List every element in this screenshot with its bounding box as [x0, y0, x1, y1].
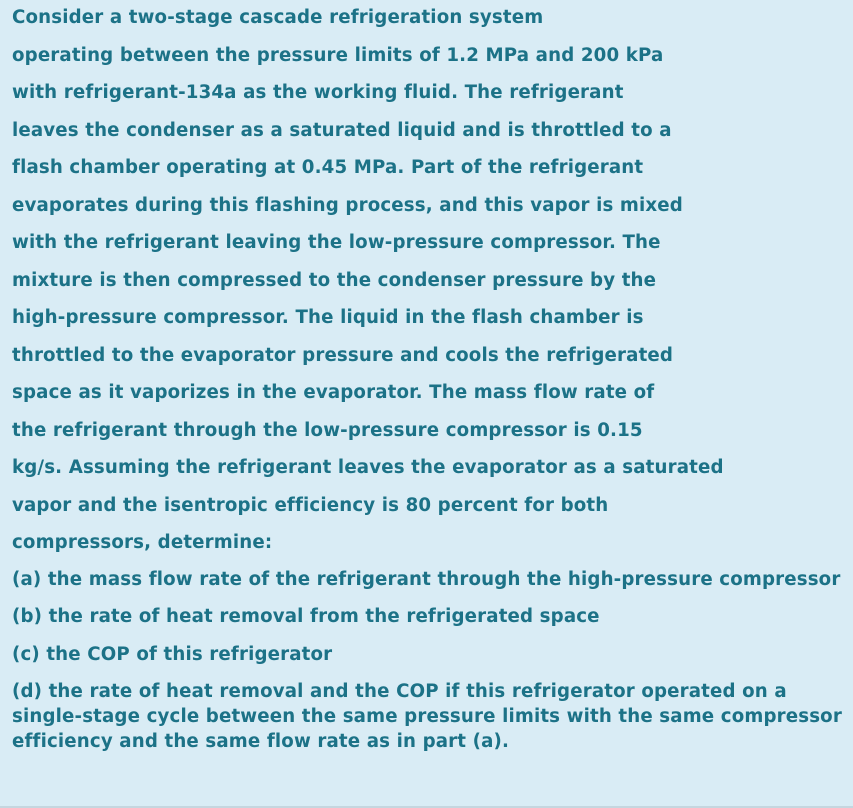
- statement-line: space as it vaporizes in the evaporator. The mass flow rate of: [12, 382, 655, 403]
- statement-line: the refrigerant through the low-pressure compressor is 0.15: [12, 419, 643, 441]
- question-part-d: (d) the rate of heat removal and the COP if this refrigerator operated on a single-stage cycle between the same pressure limits with the same compressor efficiency and the same flow rate as in part (a).: [12, 681, 842, 752]
- statement-line: leaves the condenser as a saturated liquid and is throttled to a: [12, 119, 672, 141]
- problem-text: [12, 4, 848, 754]
- statement-line: high-pressure compressor. The liquid in the flash chamber is: [12, 307, 644, 328]
- statement-line: vapor and the isentropic efficiency is 80 percent for both: [12, 494, 609, 516]
- statement-line: kg/s. Assuming the refrigerant leaves the evaporator as a saturated: [12, 457, 724, 478]
- statement-line: compressors, determine:: [12, 532, 273, 553]
- statement-line: operating between the pressure limits of 1.2 MPa and 200 kPa: [12, 44, 664, 66]
- statement-line: flash chamber operating at 0.45 MPa. Part of the refrigerant: [12, 157, 644, 178]
- question-part-a: (a) the mass flow rate of the refrigerant through the high-pressure compressor: [12, 568, 841, 590]
- statement-line: with refrigerant-134a as the working fluid. The refrigerant: [12, 82, 624, 103]
- statement-line: evaporates during this flashing process, and this vapor is mixed: [12, 194, 683, 216]
- question-part-b: (b) the rate of heat removal from the refrigerated space: [12, 606, 600, 627]
- question-part-c: (c) the COP of this refrigerator: [12, 643, 333, 665]
- statement-line: Consider a two-stage cascade refrigeration system: [12, 7, 544, 28]
- statement-line: with the refrigerant leaving the low-pressure compressor. The: [12, 232, 661, 253]
- statement-line: throttled to the evaporator pressure and cools the refrigerated: [12, 344, 674, 366]
- statement-line: mixture is then compressed to the condenser pressure by the: [12, 269, 657, 291]
